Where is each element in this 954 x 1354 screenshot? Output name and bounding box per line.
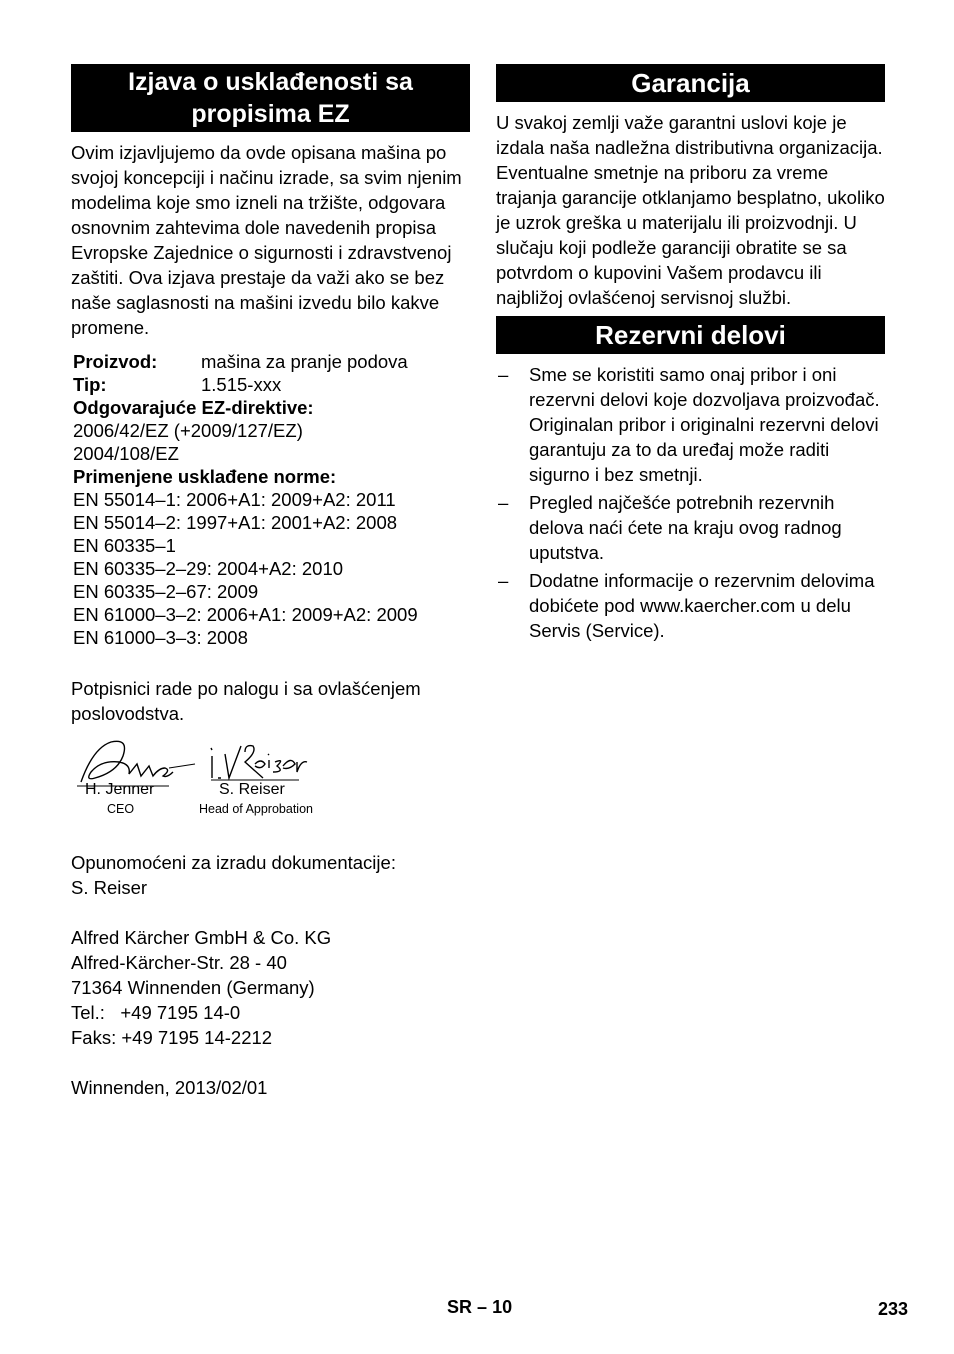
left-column [71, 64, 470, 1100]
directive-item: 2004/108/EZ [73, 443, 179, 464]
list-item [496, 490, 885, 565]
norm-item: EN 60335–1 [73, 535, 176, 556]
declaration-intro: Ovim izjavljujemo da ovde opisana mašina po svojoj koncepciji i načinu izrade, sa svim njenim modelima koje smo izneli na tržište, odgovara osnovnim zahtevima dole navedenih propisa Evropske Zajednice o sigurnosti i zdravstvenoj zaštiti. Ova izjava prestaje da važi ako se bez naše saglasnosti na mašini izvedu bilo kakve promene. [71, 142, 462, 338]
directive-item: 2006/42/EZ (+2009/127/EZ) [73, 420, 303, 441]
footer-separator: – [477, 1297, 488, 1317]
norm-item: EN 55014–2: 1997+A1: 2001+A2: 2008 [73, 512, 398, 533]
place-date: Winnenden, 2013/02/01 [71, 1077, 268, 1098]
company-address [71, 925, 470, 1050]
norm-item: EN 60335–2–67: 2009 [73, 581, 259, 602]
signer2-name: S. Reiser [219, 781, 285, 798]
dash-bullet: – [498, 492, 509, 513]
signature-reiser [211, 746, 307, 778]
signature-stroke [169, 764, 195, 768]
authorized-name: S. Reiser [71, 877, 148, 898]
warranty-text: U svakoj zemlji važe garantni uslovi koje je izdala naša nadležna distributivna organizacija. Eventualne smetnje na priboru za vreme trajanja garancije otklanjamo besplatno, ukoliko je uzrok greška u materijalu ili proizvodnji. U slučaju koji podleže garanciji obratite se sa potvrdom o kupovini Vašem prodavcu ili najbližoj ovlašćenoj servisnoj službi. [496, 112, 885, 308]
product-label: Proizvod: [73, 351, 158, 372]
authorized-line: Opunomoćeni za izradu dokumentacije: [71, 852, 396, 873]
product-details [71, 350, 470, 649]
norm-item: EN 61000–3–2: 2006+A1: 2009+A2: 2009 [73, 604, 418, 625]
list-item-text: Dodatne informacije o rezervnim delovima dobićete pod www.kaercher.com u delu Servis (Service). [529, 570, 875, 641]
address-line: 71364 Winnenden (Germany) [71, 977, 315, 998]
address-line: Alfred Kärcher GmbH & Co. KG [71, 927, 332, 948]
norm-item: EN 60335–2–29: 2004+A2: 2010 [73, 558, 344, 579]
address-line: Faks: +49 7195 14-2212 [71, 1027, 273, 1048]
list-item-text: Pregled najčešće potrebnih rezervnih delova naći ćete na kraju ovog radnog uputstva. [529, 492, 842, 563]
spare-parts-heading: Rezervni delovi [496, 316, 885, 354]
address-line: Tel.: +49 7195 14-0 [71, 1002, 241, 1023]
warranty-heading: Garancija [496, 64, 885, 102]
norms-label: Primenjene usklađene norme: [73, 466, 337, 487]
norm-item: EN 61000–3–3: 2008 [73, 627, 248, 648]
footer-section-page: 10 [492, 1297, 513, 1317]
declaration-heading: Izjava o usklađenosti sa propisima EZ [71, 64, 470, 132]
signature-block [71, 738, 470, 838]
address-line: Alfred-Kärcher-Str. 28 - 40 [71, 952, 287, 973]
product-value: mašina za pranje podova [201, 351, 408, 372]
right-column [496, 64, 885, 646]
footer-section [447, 1297, 512, 1318]
page-number: 233 [878, 1299, 909, 1319]
dash-bullet: – [498, 364, 509, 385]
signatories-note: Potpisnici rade po nalogu i sa ovlašćenjem poslovodstva. [71, 678, 421, 724]
signer1-role: CEO [107, 802, 135, 816]
spare-parts-list [496, 362, 885, 643]
list-item [496, 362, 885, 487]
footer-section-code: SR [447, 1297, 473, 1317]
dash-bullet: – [498, 570, 509, 591]
signer2-role: Head of Approbation [199, 802, 313, 816]
directives-label: Odgovarajuće EZ-direktive: [73, 397, 314, 418]
signature-jenner [81, 741, 173, 782]
norm-item: EN 55014–1: 2006+A1: 2009+A2: 2011 [73, 489, 396, 510]
list-item [496, 568, 885, 643]
list-item-text: Sme se koristiti samo onaj pribor i oni rezervni delovi koje dozvoljava proizvođač. Originalan pribor i originalni rezervni delovi garantuju za to da uređaj može raditi sigurno i bez smetnji. [529, 364, 880, 485]
type-label: Tip: [73, 374, 107, 395]
signer1-name: H. Jenner [85, 781, 155, 798]
type-value: 1.515-xxx [201, 374, 282, 395]
